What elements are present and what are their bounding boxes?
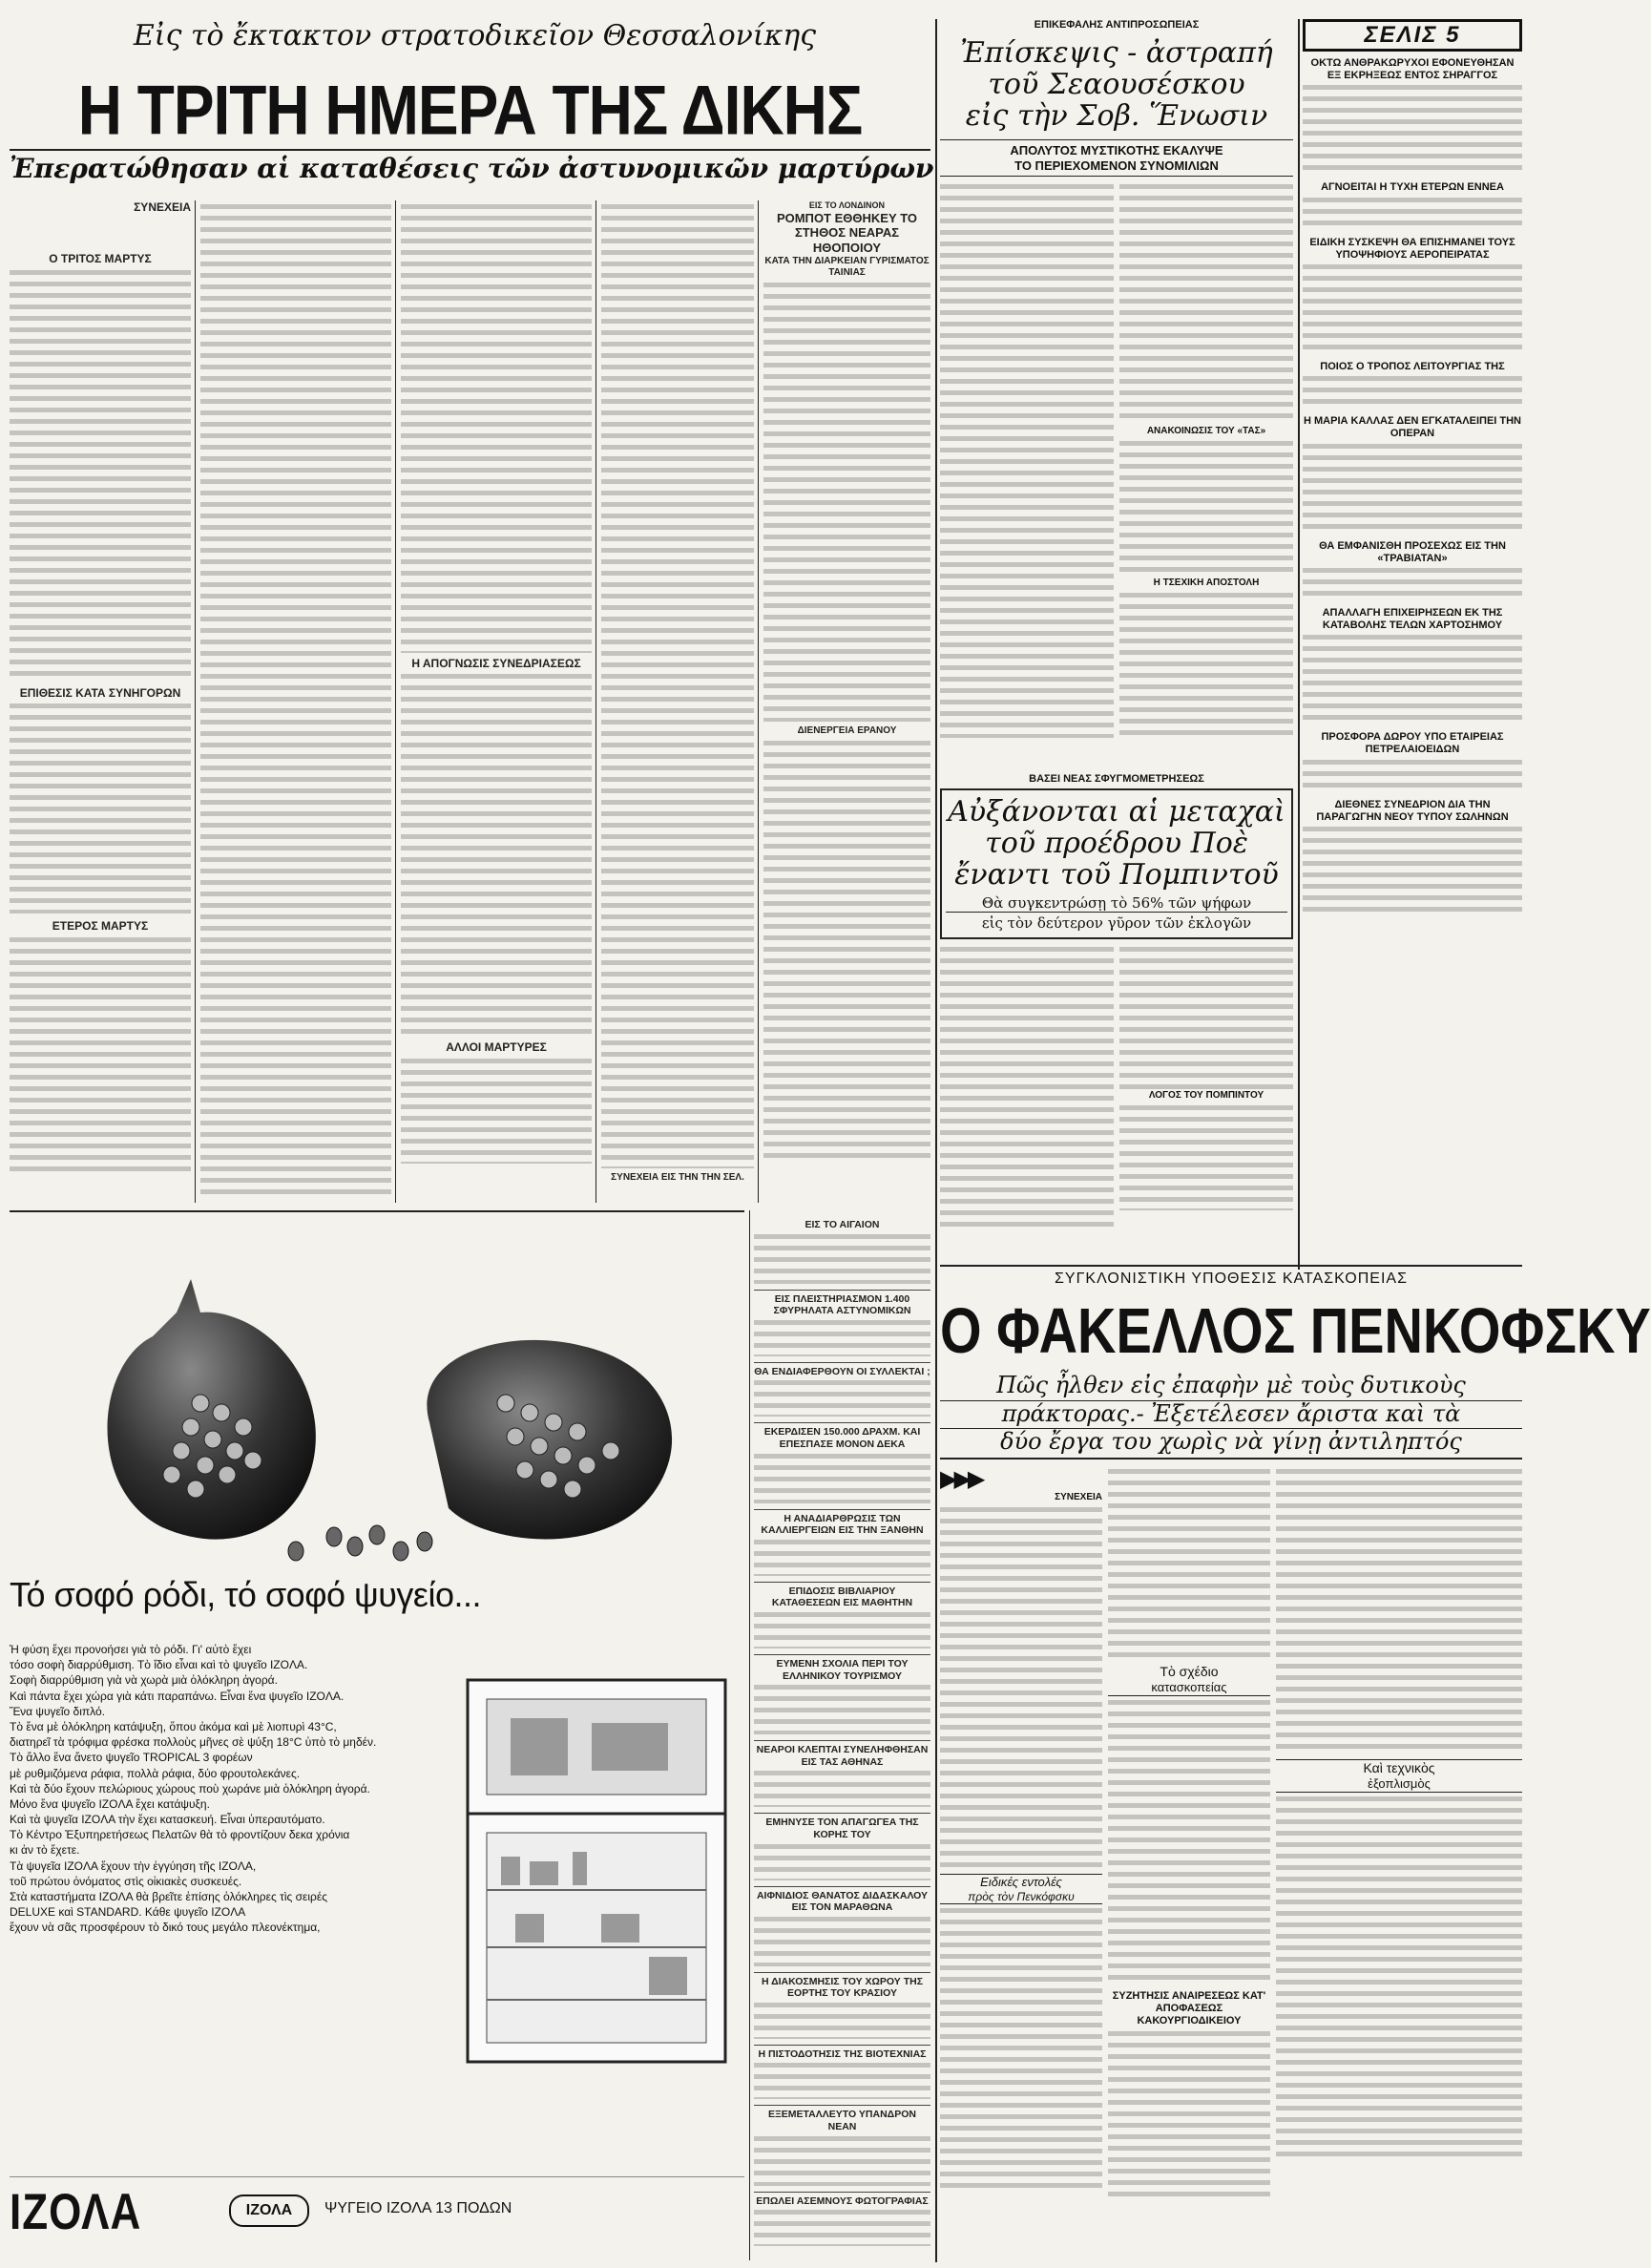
france-headline-box [940,788,1293,939]
col-divider [1298,19,1300,1270]
france-sub-1: Θὰ συγκεντρώσῃ τὸ 56% τῶν ψήφων [981,894,1252,913]
short-news-body [754,2003,930,2039]
sidebar-headline: ΑΠΑΛΛΑΓΗ ΕΠΙΧΕΙΡΗΣΕΩΝ ΕΚ ΤΗΣ ΚΑΤΑΒΟΛΗΣ ΤΕΛΩΝ ΧΑΡΤΟΣΗΜΟΥ [1322,606,1503,632]
france-body-2 [1119,947,1293,1090]
spy-body-6 [1276,1796,1522,2159]
sidebar-body [1303,376,1522,410]
france-headline-2: τοῦ προέδρου Ποὲ [985,827,1248,861]
col-divider [195,200,196,1203]
short-news-body [754,1844,930,1880]
loose-seeds [288,1525,432,1561]
france-headline-3: ἔναντι τοῦ Πομπιντοῦ [954,858,1279,892]
ceausescu-body-2 [1119,184,1293,423]
ad-copy-line: Καὶ πάντα ἔχει χώρα γιὰ κάτι παραπάνω. Εἶναι ἕνα ψυγεῖο IZOΛA. [10,1689,345,1703]
ceausescu-sub2: ΤΟ ΠΕΡΙΕΧΟΜΕΝΟΝ ΣΥΝΟΜΙΛΙΩΝ [940,158,1293,178]
trial-col3-body [401,204,592,653]
ad-copy-line: Ἕνα ψυγεῖο διπλό. [10,1704,105,1718]
trial-col4-continued: ΣΥΝΕΧΕΙΑ ΕΙΣ ΤΗΝ ΤΗΝ ΣΕΛ. [611,1172,744,1183]
short-news-headline: ΘΑ ΕΝΔΙΑΦΕΡΘΟΥΝ ΟΙ ΣΥΛΛΕΚΤΑΙ ; [754,1362,930,1378]
czech-head: Η ΤΣΕΧΙΚΗ ΑΠΟΣΤΟΛΗ [1153,578,1260,589]
short-news-headline: ΕΜΗΝΥΣΕ ΤΟΝ ΑΠΑΓΩΓΕΑ ΤΗΣ ΚΟΡΗΣ ΤΟΥ [754,1813,930,1840]
trial-col2-body [200,204,391,1197]
short-news-headline: ΕΥΜΕΝΗ ΣΧΟΛΙΑ ΠΕΡΙ ΤΟΥ ΕΛΛΗΝΙΚΟΥ ΤΟΥΡΙΣΜΟΥ [754,1654,930,1682]
trial-col1-head2: Ο ΤΡΙΤΟΣ ΜΑΡΤΥΣ [49,252,152,266]
france-headline-1: Αὐξάνονται αἱ μεταχαὶ [948,795,1285,830]
izola-tagline: ΨΥΓΕΙΟ ΙΖΟΛΑ 13 ΠΟΔΩΝ [324,2200,512,2216]
short-news-headline: ΕΙΣ ΤΟ ΑΙΓΑΙΟΝ [805,1219,880,1230]
ad-copy-line: Ἡ φύση ἔχει προνοήσει γιὰ τὸ ρόδι. Γι' αὐτὸ ἔχει [10,1643,252,1656]
short-news-body [754,2210,930,2246]
sidebar-headline: ΠΡΟΣΦΟΡΑ ΔΩΡΟΥ ΥΠΟ ΕΤΑΙΡΕΙΑΣ ΠΕΤΡΕΛΑΙΟΕΙΔΩΝ [1321,731,1504,756]
sidebar-headline: ΟΚΤΩ ΑΝΘΡΑΚΩΡΥΧΟΙ ΕΦΟΝΕΥΘΗΣΑΝ ΕΞ ΕΚΡΗΞΕΩΣ ΕΝΤΟΣ ΣΗΡΑΓΓΟΣ [1310,57,1515,82]
spy-section-3: Καὶ τεχνικὸς [1276,1759,1522,1776]
sidebar-body [1303,85,1522,176]
spy-label: ΣΥΓΚΛΟΝΙΣΤΙΚΗ ΥΠΟΘΕΣΙΣ ΚΑΤΑΣΚΟΠΕΙΑΣ [1055,1270,1408,1287]
eranos-body [763,741,930,1161]
spy-body-1 [940,1507,1102,1870]
trial-col1-body3 [10,937,191,1176]
short-news-headline: ΕΠΩΛΕΙ ΑΣΕΜΝΟΥΣ ΦΩΤΟΓΡΑΦΙΑΣ [754,2192,930,2208]
col-divider [395,200,396,1203]
pompidou-head: ΛΟΓΟΣ ΤΟΥ ΠΟΜΠΙΝΤΟΥ [1148,1090,1264,1102]
ad-copy-line: κι ἀν τὸ ἔχετε. [10,1843,80,1858]
ad-copy-line: τόσο σοφὴ διαρρύθμιση. Τὸ ἴδιο εἶναι καὶ τὸ ψυγεῖο IZOΛA. [10,1658,308,1672]
izola-slogan [10,1575,744,1623]
france-sub-2: εἰς τὸν δεύτερον γῦρον τῶν ἐκλογῶν [946,912,1287,932]
sidebar-headline: ΘΑ ΕΜΦΑΝΙΣΘΗ ΠΡΟΣΕΧΩΣ ΕΙΣ ΤΗΝ «ΤΡΑΒΙΑΤΑΝ» [1319,539,1506,564]
short-news-headline: ΕΞΕΜΕΤΑΛΛΕΥΤΟ ΥΠΑΝΔΡΟΝ ΝΕΑΝ [754,2105,930,2132]
izola-ad [10,1210,744,2260]
sidebar-headline: ΠΟΙΟΣ Ο ΤΡΟΠΟΣ ΛΕΙΤΟΥΡΓΙΑΣ ΤΗΣ [1320,360,1505,372]
izola-footer [10,2176,744,2243]
czech-body [1119,593,1293,736]
short-news-body [754,1380,930,1417]
trial-column-5 [763,200,930,1203]
short-news-headline: ΕΠΙΔΟΣΙΣ ΒΙΒΛΙΑΡΙΟΥ ΚΑΤΑΘΕΣΕΩΝ ΕΙΣ ΜΑΘΗΤΗΝ [754,1582,930,1609]
col-divider [749,1210,750,2260]
short-news-body [754,2063,930,2099]
short-news-headline: Η ΠΙΣΤΟΔΟΤΗΣΙΣ ΤΗΣ ΒΙΟΤΕΧΝΙΑΣ [754,2045,930,2061]
short-news-body [754,2136,930,2186]
tass-body [1119,441,1293,575]
ad-copy-line: μὲ ρυθμιζόμενα ράφια, πολλὰ ράφια, δύο φρουτολεκάνες. [10,1766,301,1780]
spy-sub-3: δύο ἔργα του χωρὶς νὰ γίνῃ ἀντιληπτός [940,1429,1522,1460]
pomegranate-right [427,1340,672,1540]
trial-col3-head2: ΑΛΛΟΙ ΜΑΡΤΥΡΕΣ [446,1040,547,1055]
spy-body-4 [1108,1700,1270,1986]
spy-body-3 [1108,1469,1270,1660]
short-news-headline: ΑΙΦΝΙΔΙΟΣ ΘΑΝΑΤΟΣ ΔΙΔΑΣΚΑΛΟΥ ΕΙΣ ΤΟΝ ΜΑΡΑΘΩΝΑ [754,1886,930,1914]
short-news-body [754,1685,930,1734]
ceausescu-headline-3: εἰς τὴν Σοβ. Ἕνωσιν [965,99,1268,134]
izola-logo: ΙΖΟΛΑ [229,2194,309,2227]
short-news-body [754,1917,930,1966]
short-news-headline: ΕΚΕΡΔΙΣΕΝ 150.000 ΔΡΑΧΜ. ΚΑΙ ΕΠΕΣΠΑΣΕ ΜΟΝΟΝ ΔΕΚΑ [754,1422,930,1450]
trial-col4-body [601,204,754,1168]
spy-section-1: Τὸ σχέδιο [1160,1664,1219,1680]
trial-subhead-text: Ἐπερατώθησαν αἱ καταθέσεις τῶν ἀστυνομικῶν μαρτύρων [10,153,934,184]
izola-slogan-text: Τό σοφό ρόδι, τό σοφό ψυγείο... [10,1575,481,1614]
eranos-head: ΔΙΕΝΕΡΓΕΙΑ ΕΡΑΝΟΥ [797,724,897,736]
ad-copy-line: Στὰ καταστήματα IZOΛA θὰ βρεῖτε ἐπίσης ὁλόκληρες τὶς σειρές [10,1890,327,1903]
ceausescu-headline-2: τοῦ Σεαουσέσκου [988,68,1245,102]
trial-column-3 [401,200,592,1203]
sidebar-headline: Η ΜΑΡΙΑ ΚΑΛΛΑΣ ΔΕΝ ΕΓΚΑΤΑΛΕΙΠΕΙ ΤΗΝ ΟΠΕΡΑΝ [1304,415,1521,440]
spy-section-3b: ἐξοπλισμὸς [1276,1776,1522,1793]
ad-copy-line: Τὰ ψυγεῖα IZOΛA ἔχουν τὴν ἐγγύηση τῆς IZOΛA, [10,1858,257,1873]
france-story [940,773,1293,1250]
trial-kicker [19,19,930,59]
trial-headline [10,67,930,150]
izola-copy [10,1642,458,2071]
spy-section-2: Ειδικές εντολές [940,1874,1102,1890]
trial-column-1 [10,200,191,1203]
trial-col3-head: Η ΑΠΟΓΝΩΣΙΣ ΣΥΝΕΔΡΙΑΣΕΩΣ [411,657,581,670]
trial-col3-body2 [401,674,592,1037]
robot-sub: ΚΑΤΑ ΤΗΝ ΔΙΑΡΚΕΙΑΝ ΓΥΡΙΣΜΑΤΟΣ ΤΑΙΝΙΑΣ [764,255,930,278]
short-news-body [754,1234,930,1284]
short-news-body [754,1454,930,1503]
sidebar-body [1303,198,1522,231]
trial-column-4 [601,200,754,1203]
sidebar-headline: ΕΙΔΙΚΗ ΣΥΣΚΕΨΗ ΘΑ ΕΠΙΣΗΜΑΝΕΙ ΤΟΥΣ ΥΠΟΨΗΦΙΟΥΣ ΑΕΡΟΠΕΙΡΑΤΑΣ [1309,236,1515,261]
ceausescu-body-1 [940,184,1114,738]
ad-copy-line: Τὸ Κέντρο Ἐξυπηρετήσεως Πελατῶν θὰ τὸ φροντίζουν δεκα χρόνια [10,1828,350,1842]
ceausescu-sub: ΑΠΟΛΥΤΟΣ ΜΥΣΤΙΚΟΤΗΣ ΕΚΑΛΥΨΕ [940,139,1293,158]
sidebar-body [1303,760,1522,793]
sidebar-body [1303,444,1522,535]
trial-headline-text: Η ΤΡΙΤΗ ΗΜΕΡΑ ΤΗΣ ΔΙΚΗΣ [77,70,863,150]
ad-copy-line: τοῦ πρώτου ὀνόματος στὶς οἰκιακὲς συσκευές. [10,1874,242,1888]
fridge-illustration [458,1670,735,2071]
trial-col3-body3 [401,1059,592,1164]
page-number-badge: ΣΕΛΙΣ 5 [1303,19,1522,52]
spy-headline: Ο ΦΑΚΕΛΛΟΣ ΠΕΝΚΟΦΣΚΥ [940,1293,1651,1367]
spy-body-2 [940,1908,1102,2194]
short-news-body [754,1540,930,1576]
trial-subhead [10,153,934,191]
spy-story [940,1270,1651,2262]
tass-head: ΑΝΑΚΟΙΝΩΣΙΣ ΤΟΥ «ΤΑΣ» [1146,426,1266,437]
trial-col1-body2 [10,704,191,914]
ceausescu-story [940,19,1293,773]
short-news-headline: ΕΙΣ ΠΛΕΙΣΤΗΡΙΑΣΜΟΝ 1.400 ΣΦΥΡΗΛΑΤΑ ΑΣΤΥΝΟΜΙΚΩΝ [754,1290,930,1317]
sidebar-body [1303,827,1522,917]
col-divider [758,200,759,1203]
ceausescu-label: ΕΠΙΚΕΦΑΛΗΣ ΑΝΤΙΠΡΟΣΩΠΕΙΑΣ [1034,19,1200,31]
court-body [1108,2031,1270,2203]
sidebar-body [1303,635,1522,725]
ad-copy-line: ἔχουν νὰ σᾶς προσφέρουν τὸ δικό τους μεγάλο πλεονέκτημα, [10,1921,321,1935]
spy-arrows: ▶▶▶ [940,1465,982,1493]
trial-col1-head4: ΕΤΕΡΟΣ ΜΑΡΤΥΣ [52,919,149,934]
pompidou-body [1119,1105,1293,1210]
short-news-headline: Η ΑΝΑΔΙΑΡΘΡΩΣΙΣ ΤΩΝ ΚΑΛΛΙΕΡΓΕΙΩΝ ΕΙΣ ΤΗΝ ΞΑΝΘΗΝ [754,1509,930,1537]
ceausescu-headline-1: Ἐπίσκεψις - ἀστραπή [960,36,1273,71]
pomegranate-left [108,1279,316,1540]
short-news-column [754,1210,930,2260]
sidebar-body [1303,568,1522,601]
ad-copy-line: Καὶ τὰ δύο ἔχουν πελώριους χώρους ποὺ χωράνε μιὰ ὁλόκληρη ἀγορά. [10,1781,370,1796]
robot-body [763,283,930,722]
ad-copy-line: Σοφὴ διαρρύθμιση γιὰ νὰ χωρὰ μιὰ ὁλόκληρη ἀγορά. [10,1673,278,1688]
spy-section-2b: πρὸς τὸν Πενκόφσκυ [940,1890,1102,1904]
london-label: ΕΙΣ ΤΟ ΛΟΝΔΙΝΟΝ [808,200,886,210]
spy-sub-2: πράκτορας.- Ἐξετέλεσεν ἄριστα καὶ τὰ [940,1401,1522,1429]
trial-col1-head3: ΕΠΙΘΕΣΙΣ ΚΑΤΑ ΣΥΝΗΓΟΡΩΝ [19,685,181,700]
court-head: ΣΥΖΗΤΗΣΙΣ ΑΝΑΙΡΕΣΕΩΣ ΚΑΤ' ΑΠΟΦΑΣΕΩΣ ΚΑΚΟΥΡΓΙΟΔΙΚΕΙΟΥ [1112,1989,1266,2027]
spy-body-5 [1276,1469,1522,1755]
trial-kicker-text: Εἰς τὸ ἔκτακτον στρατοδικεῖον Θεσσαλονίκης [133,19,817,52]
short-news-body [754,1771,930,1807]
spy-sub-1: Πῶς ἦλθεν εἰς ἐπαφὴν μὲ τοὺς δυτικοὺς [940,1373,1522,1400]
france-body-1 [940,947,1114,1233]
short-news-headline: ΝΕΑΡΟΙ ΚΛΕΠΤΑΙ ΣΥΝΕΛΗΦΘΗΣΑΝ ΕΙΣ ΤΑΣ ΑΘΗΝΑΣ [754,1740,930,1768]
pomegranate-illustration [10,1222,744,1565]
izola-brand: ΙΖΟΛΑ [10,2184,142,2240]
spy-section-1b: κατασκοπείας [1108,1680,1270,1696]
far-right-column [1303,19,1522,1270]
france-label: ΒΑΣΕΙ ΝΕΑΣ ΣΦΥΓΜΟΜΕΤΡΗΣΕΩΣ [1029,773,1204,785]
ad-copy-line: Καὶ τὰ ψυγεῖα IZOΛA τὴν ἔχει κατασκευή. Εἶναι ὑπεραυτόματο. [10,1813,325,1827]
main-divider [935,19,937,2262]
short-news-body [754,1320,930,1356]
sidebar-body [1303,264,1522,355]
sidebar-headline: ΔΙΕΘΝΕΣ ΣΥΝΕΔΡΙΟΝ ΔΙΑ ΤΗΝ ΠΑΡΑΓΩΓΗΝ ΝΕΟΥ ΤΥΠΟΥ ΣΩΛΗΝΩΝ [1316,798,1509,823]
spy-continued: ΣΥΝΕΧΕΙΑ [1055,1492,1102,1503]
trial-col1-body [10,270,191,681]
trial-col1-head: ΣΥΝΕΧΕΙΑ [134,200,191,214]
sidebar-headline: ΑΓΝΟΕΙΤΑΙ Η ΤΥΧΗ ΕΤΕΡΩΝ ΕΝΝΕΑ [1321,181,1504,194]
ad-copy-line: διατηρεῖ τὰ τρόφιμα φρέσκα πολλοὺς μῆνες σὲ ψύξη 18°C ὑπὸ τὸ μηδέν. [10,1735,377,1750]
ad-copy-line: DELUXE καὶ STANDARD. Κάθε ψυγεῖο IZOΛA [10,1905,246,1920]
short-news-body [754,1612,930,1648]
short-news-headline: Η ΔΙΑΚΟΣΜΗΣΙΣ ΤΟΥ ΧΩΡΟΥ ΤΗΣ ΕΟΡΤΗΣ ΤΟΥ ΚΡΑΣΙΟΥ [754,1972,930,2000]
ad-copy-line: Μόνο ἕνα ψυγεῖο IZOΛA ἔχει κατάψυξη. [10,1796,210,1811]
robot-headline: ΡΟΜΠΟΤ ΕΘΘΗΚΕΥ ΤΟ ΣΤΗΘΟΣ ΝΕΑΡΑΣ ΗΘΟΠΟΙΟΥ [776,210,918,255]
trial-rule [10,149,930,151]
ad-copy-line: Τὸ ἄλλο ἕνα ἄνετο ψυγεῖο TROPICAL 3 φορέων [10,1751,253,1765]
trial-column-2 [200,200,391,1203]
ad-copy-line: Τὸ ἕνα μὲ ὁλόκληρη κατάψυξη, ὅπου ἀκόμα καὶ μὲ λιοπυρὶ 43°C, [10,1719,337,1733]
spy-top-rule [940,1265,1522,1267]
